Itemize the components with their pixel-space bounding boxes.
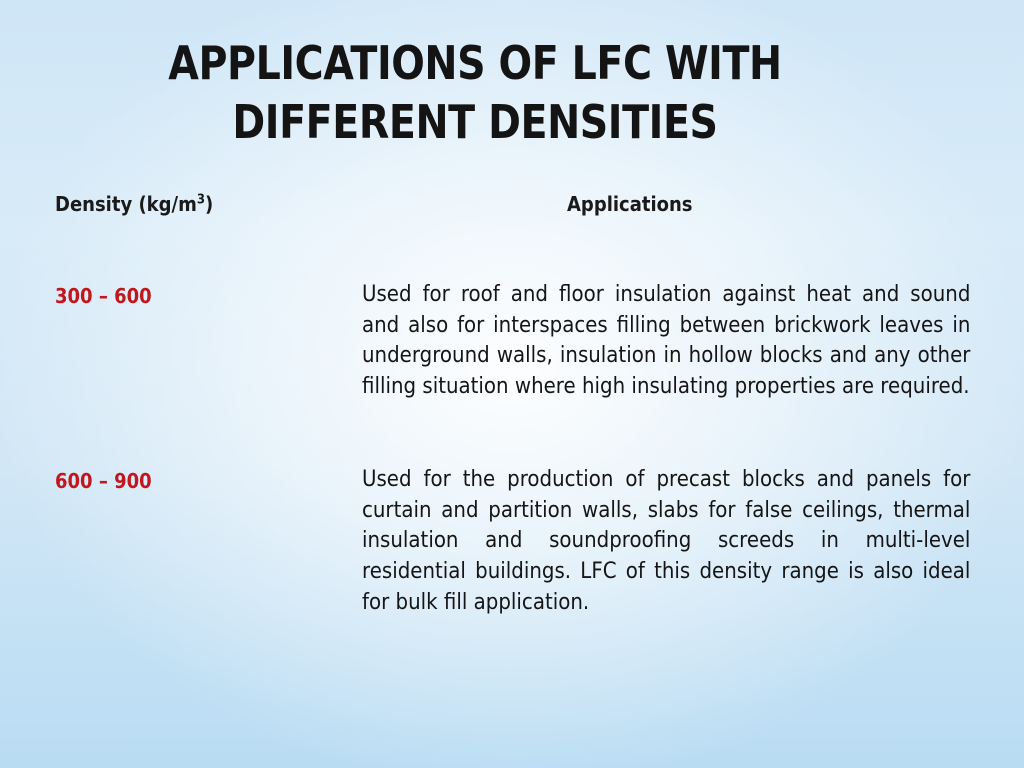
applications-column-header: Applications [567, 192, 693, 216]
density-value-row-1: 300 – 600 [55, 284, 152, 308]
density-value-row-2: 600 – 900 [55, 469, 152, 493]
slide-title-line-2: DIFFERENT DENSITIES [232, 95, 718, 149]
density-header-superscript: 3 [196, 192, 206, 208]
application-text-row-2: Used for the production of precast blocks and panels for curtain and partition walls, slabs for false ceilings, thermal insulation and soundproofing screeds in multi-level residential buildings. LFC of this density range is also ideal for bulk fill application. [362, 467, 971, 615]
density-header-close: ) [205, 192, 214, 216]
slide-title-line-1: APPLICATIONS OF LFC WITH [168, 36, 782, 90]
application-text-row-1: Used for roof and floor insulation against heat and sound and also for interspaces filling between brickwork leaves in underground walls, insulation in hollow blocks and any other filling situation where high insulating properties are required. [362, 282, 971, 400]
density-header-label: Density (kg/m [55, 192, 197, 216]
slide-title [153, 34, 798, 152]
density-column-header [55, 191, 213, 217]
